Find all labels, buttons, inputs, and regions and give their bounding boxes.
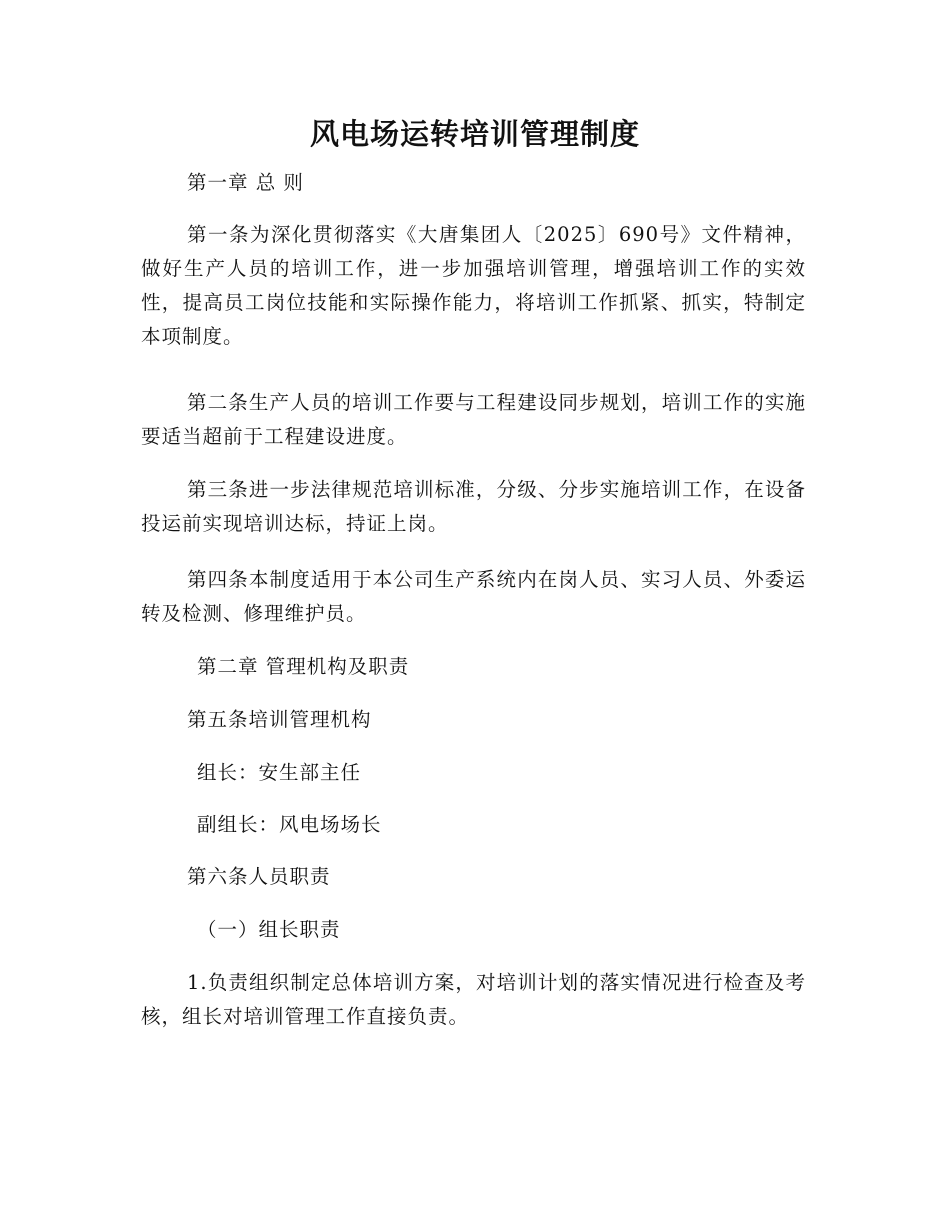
leader-line: 组长：安生部主任: [197, 761, 362, 784]
article-5: 第五条培训管理机构: [187, 708, 372, 731]
article-3: 第三条进一步法律规范培训标准，分级、分步实施培训工作，在设备投运前实现培训达标，持证上岗。: [141, 478, 806, 535]
article-6: 第六条人员职责: [187, 865, 331, 888]
article-1: 第一条为深化贯彻落实《大唐集团人〔2025〕690号》文件精神，做好生产人员的培训工作，进一步加强培训管理，增强培训工作的实效性，提高员工岗位技能和实际操作能力，将培训工作抓紧、抓实，特制定本项制度。: [141, 223, 806, 348]
deputy-leader-line: 副组长：风电场场长: [197, 813, 382, 836]
section-heading-1: （一）组长职责: [197, 918, 341, 941]
chapter-heading-2: 第二章 管理机构及职责: [197, 655, 410, 678]
item-1: 1.负责组织制定总体培训方案，对培训计划的落实情况进行检查及考核，组长对培训管理工作直接负责。: [141, 971, 806, 1028]
article-4: 第四条本制度适用于本公司生产系统内在岗人员、实习人员、外委运转及检测、修理维护员。: [141, 568, 806, 625]
article-2: 第二条生产人员的培训工作要与工程建设同步规划，培训工作的实施要适当超前于工程建设进度。: [141, 391, 806, 448]
document-title: 风电场运转培训管理制度: [309, 117, 640, 151]
chapter-heading-1: 第一章 总 则: [187, 171, 304, 194]
